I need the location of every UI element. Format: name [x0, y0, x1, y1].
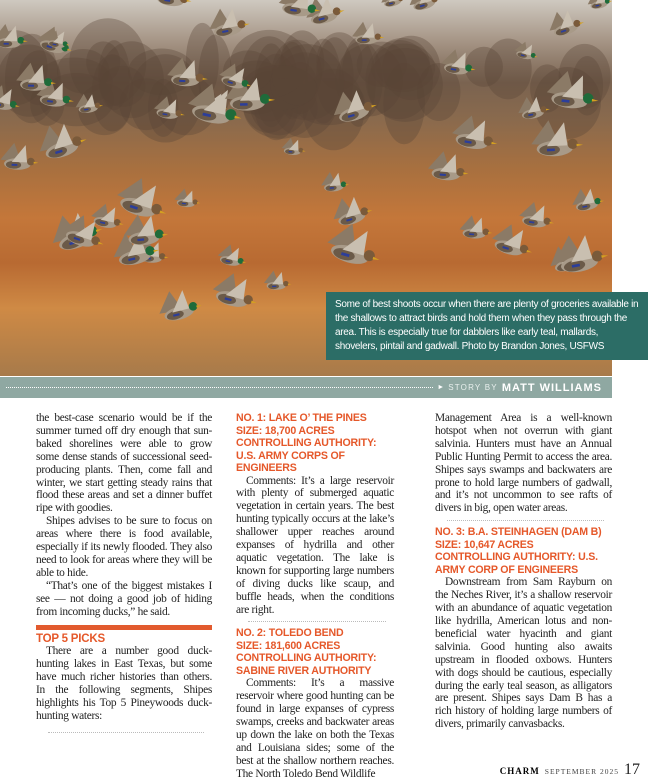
pick-body: Comments: It’s a massive reservoir where good hunting can be found in large expanses of cypress swamps, creeks and backwater areas up down the lake on both the Texas and Louisiana sides; some of the best at the shallow northern reaches. The North Toledo Bend Wildlife — [236, 677, 394, 780]
tree-shape — [371, 43, 435, 91]
dotted-divider — [447, 520, 604, 521]
section-heading: TOP 5 PICKS — [36, 632, 105, 645]
duck-shape — [113, 173, 174, 224]
duck-shape — [406, 0, 443, 13]
duck-shape — [427, 150, 470, 182]
duck-shape — [281, 137, 306, 156]
pick-size: SIZE: 181,600 ACRES — [236, 639, 341, 652]
pick-authority: CONTROLLING AUTHORITY: SABINE RIVER AUTHORITY — [236, 652, 377, 677]
duck-shape — [450, 113, 502, 154]
pick-body: Comments: It’s a large reservoir with plenty of submerged aquatic vegetation in certain years. The best hunting typically occurs at the lake’s shallower upper reaches around expanses of hydrilla and other aquatic vegetation. The lake is known for supporting large numbers of diving ducks like scaup, and buffle heads, when the conditions are right. — [236, 474, 394, 616]
duck-shape — [459, 215, 493, 240]
duck-shape — [210, 269, 263, 312]
column-3 — [435, 412, 612, 731]
duck-shape — [0, 142, 39, 170]
duck-shape — [352, 21, 385, 44]
pick-body: Downstream from Sam Rayburn on the Neches River, it’s a shallow reservoir with an abundance of aquatic vegetation like hydrilla, American lotus and non-beneficial water hyacinth and giant salvinia. Good hunting also awaits upstream in flooded oxbows. Hunters with dogs should be cautious, especially during the early teal season, as alligators are present. Shipes says Dam B has a rich history of holding large numbers of divers, primarily canvasbacks. — [435, 576, 612, 731]
pick-size: SIZE: 10,647 ACRES — [435, 538, 534, 551]
pick-authority: CONTROLLING AUTHORITY: U.S. ARMY CORPS OF ENGINEERS — [236, 437, 377, 474]
paragraph: the best-case scenario would be if the summer turned off dry enough that sun-baked shorelines were able to grow some dense stands of successional seed-producing plants. Then, come fall and winter, we start getting steady rains that flood these areas and set a dinner buffet ripe with goodies. — [36, 412, 212, 515]
dotted-divider — [248, 621, 386, 622]
duck-shape — [155, 284, 204, 324]
pick-title: NO. 1: LAKE O’ THE PINES — [236, 412, 367, 424]
duck-shape — [324, 219, 387, 271]
duck-shape — [329, 191, 375, 229]
byline-prefix: STORY BY — [448, 383, 498, 392]
duck-shape — [545, 5, 586, 39]
dotted-leader — [6, 387, 433, 388]
tree-shape — [92, 54, 134, 131]
duck-shape — [379, 0, 407, 9]
pick-title: NO. 3: B.A. STEINHAGEN (DAM B) — [435, 526, 602, 539]
duck-shape — [518, 200, 557, 230]
paragraph: “That’s one of the biggest mistakes I see — not doing a good job of hiding from incoming ducks,” he said. — [36, 579, 212, 618]
duck-shape — [152, 0, 194, 9]
pick-title: NO. 2: TOLEDO BEND — [236, 627, 344, 640]
photo-caption: Some of best shoots occur when there are plenty of groceries available in the shallows to attract birds and hold them when they pass through the area. This is especially true for dabblers like early teal, mallards, shovelers, pintail and gadwall. Photo by Brandon Jones, USFWS — [326, 292, 648, 360]
pick-authority: CONTROLLING AUTHORITY: U.S. ARMY CORP OF ENGINEERS — [435, 551, 598, 576]
duck-shape — [89, 201, 127, 231]
magazine-name: CHARM — [499, 766, 540, 776]
arrow-icon: ► — [437, 384, 445, 391]
pick-size: SIZE: 18,700 ACRES — [236, 424, 335, 437]
duck-shape — [320, 171, 349, 193]
duck-shape — [570, 185, 605, 213]
duck-shape — [264, 271, 291, 290]
byline-author: MATT WILLIAMS — [501, 381, 602, 394]
page-number: 17 — [624, 761, 640, 778]
section-divider — [36, 625, 212, 630]
page-footer — [500, 761, 640, 779]
paragraph: There are a number good duck-hunting lakes in East Texas, but some have much richer histories than others. In the following segments, Shipes highlights his Top 5 Pineywoods duck-hunting waters: — [36, 645, 212, 722]
pick-body-continued: Management Area is a well-known hotspot when not overrun with giant salvinia. Hunters must have an Annual Public Hunting Permit to access the area. Shipes says swamps and backwaters are prone to hold large numbers of gadwall, and it’s not uncommon to see rafts of divers in big, open water areas. — [435, 412, 612, 515]
byline-bar — [0, 377, 612, 398]
issue-date: SEPTEMBER 2025 — [544, 767, 619, 776]
duck-shape — [174, 188, 202, 209]
duck-shape — [586, 0, 612, 10]
tree-shape — [186, 23, 219, 100]
column-1 — [36, 412, 212, 738]
dotted-divider — [48, 732, 204, 733]
column-2 — [236, 412, 394, 781]
paragraph: Shipes advises to be sure to focus on areas where there is food available, especially if its newly flooded. They also need to look for areas where they will be able to hide. — [36, 515, 212, 579]
duck-shape — [216, 242, 249, 268]
duck-shape — [122, 212, 168, 246]
